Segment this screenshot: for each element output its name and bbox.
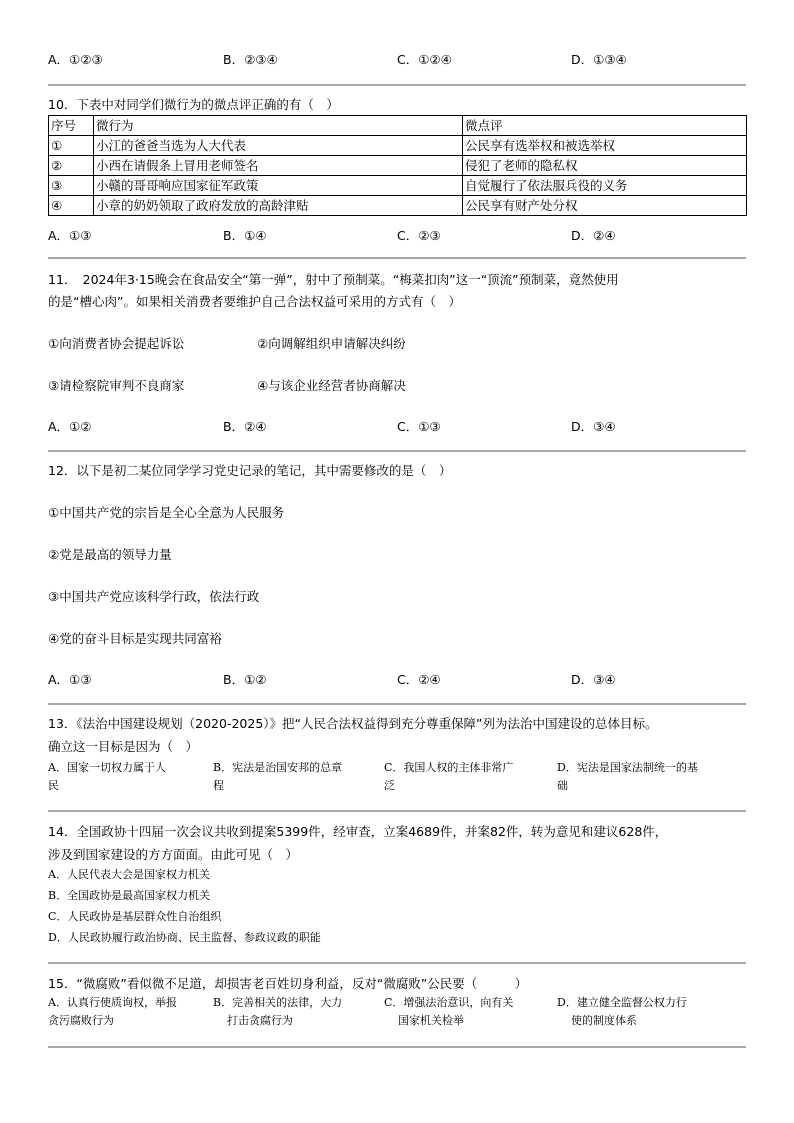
q13-option-d[interactable] <box>557 759 746 795</box>
table-cell: ① <box>49 136 94 156</box>
divider <box>48 962 746 964</box>
table-header-row <box>49 116 747 136</box>
table-cell: ④ <box>49 196 94 216</box>
q10-option-c[interactable]: C．②③ <box>397 228 441 243</box>
q12-item-2: ②党是最高的领导力量 <box>48 547 172 562</box>
q13-stem-line-1: 13．《法治中国建设规划（2020-2025）》把“人民合法权益得到充分尊重保障”列为法治中国建设的总体目标。 <box>48 716 658 731</box>
option-text-line: 程 <box>213 779 224 792</box>
divider <box>48 257 746 259</box>
option-text-line: 贪污腐败行为 <box>48 1014 114 1027</box>
q11-option-d[interactable]: D．③④ <box>571 419 616 434</box>
option-text-line: C．增强法治意识，向有关 <box>384 996 514 1009</box>
table-header-cell: 微点评 <box>463 116 747 136</box>
option-text-line: 使的制度体系 <box>571 1014 637 1027</box>
q10-option-d[interactable]: D．②④ <box>571 228 616 243</box>
q12-item-4: ④党的奋斗目标是实现共同富裕 <box>48 631 222 646</box>
q14-option-a[interactable]: A．人民代表大会是国家权力机关 <box>48 868 210 881</box>
q14-stem-line-1: 14．全国政协十四届一次会议共收到提案5399件，经审查，立案4689件，并案82件，转为意见和建议628件， <box>48 824 668 839</box>
option-text-line: 民 <box>48 779 59 792</box>
option-text-line: A．国家一切权力属于人 <box>48 761 166 774</box>
q15-option-a[interactable] <box>48 994 213 1030</box>
q10-option-b[interactable]: B．①④ <box>223 228 267 243</box>
table-cell: ③ <box>49 176 94 196</box>
q13-option-b[interactable] <box>213 759 383 795</box>
divider <box>48 810 746 812</box>
table-header-cell: 序号 <box>49 116 94 136</box>
q9-option-d[interactable]: D．①③④ <box>571 52 627 67</box>
q12-option-d[interactable]: D．③④ <box>571 672 616 687</box>
option-text-line: C．我国人权的主体非常广 <box>384 761 514 774</box>
table-cell: 小江的爸爸当选为人大代表 <box>94 136 463 156</box>
option-text-line: 打击贪腐行为 <box>227 1014 293 1027</box>
table-cell: 小西在请假条上冒用老师签名 <box>94 156 463 176</box>
q10-stem: 10．下表中对同学们微行为的微点评正确的有（ ） <box>48 97 339 112</box>
q15-option-c[interactable] <box>384 994 556 1030</box>
q9-option-a[interactable]: A．①②③ <box>48 52 103 67</box>
table-row <box>49 196 747 216</box>
q10-option-a[interactable]: A．①③ <box>48 228 92 243</box>
table-header-cell: 微行为 <box>94 116 463 136</box>
q11-option-b[interactable]: B．②④ <box>223 419 267 434</box>
q14-option-c[interactable]: C．人民政协是基层群众性自治组织 <box>48 910 222 923</box>
q11-options <box>48 417 746 435</box>
table-row <box>49 136 747 156</box>
q15-option-d[interactable] <box>557 994 746 1030</box>
q15-stem: 15．“微腐败”看似微不足道，却损害老百姓切身利益，反对“微腐败”公民要（ ） <box>48 976 528 991</box>
option-text-line: 础 <box>557 779 568 792</box>
q13-option-c[interactable] <box>384 759 556 795</box>
option-text-line: 国家机关检举 <box>398 1014 464 1027</box>
q14-option-b[interactable]: B．全国政协是最高国家权力机关 <box>48 889 211 902</box>
option-text-line: A．认真行使质询权，举报 <box>48 996 177 1009</box>
q13-option-a[interactable] <box>48 759 213 795</box>
divider <box>48 703 746 705</box>
q11-stem-line-1: 11． 2024年3·15晚会在食品安全“第一弹”，射中了预制菜。“梅菜扣肉”这一“顶流”预制菜，竟然使用 <box>48 272 619 287</box>
q12-item-3: ③中国共产党应该科学行政，依法行政 <box>48 589 260 604</box>
table-cell: 小赣的哥哥响应国家征军政策 <box>94 176 463 196</box>
q9-options <box>48 50 746 68</box>
divider <box>48 84 746 86</box>
q11-item-3: ③请检察院审判不良商家 <box>48 378 185 393</box>
q13-stem-line-2: 确立这一目标是因为（ ） <box>48 739 199 754</box>
q12-item-1: ①中国共产党的宗旨是全心全意为人民服务 <box>48 505 285 520</box>
q10-options <box>48 226 746 244</box>
option-text-line: B．完善相关的法律，大力 <box>213 996 343 1009</box>
q11-option-c[interactable]: C．①③ <box>397 419 441 434</box>
table-cell: 小章的奶奶领取了政府发放的高龄津贴 <box>94 196 463 216</box>
table-cell: 公民享有财产处分权 <box>463 196 747 216</box>
table-row <box>49 176 747 196</box>
q14-option-d[interactable]: D．人民政协履行政治协商、民主监督、参政议政的职能 <box>48 931 321 944</box>
q12-option-c[interactable]: C．②④ <box>397 672 441 687</box>
option-text-line: B．宪法是治国安邦的总章 <box>213 761 343 774</box>
option-text-line: D．宪法是国家法制统一的基 <box>557 761 698 774</box>
q12-option-b[interactable]: B．①② <box>223 672 267 687</box>
q11-item-2: ②向调解组织申请解决纠纷 <box>257 336 406 351</box>
q11-item-1: ①向消费者协会提起诉讼 <box>48 336 185 351</box>
table-cell: ② <box>49 156 94 176</box>
divider <box>48 450 746 452</box>
option-text-line: D．建立健全监督公权力行 <box>557 996 687 1009</box>
q9-option-b[interactable]: B．②③④ <box>223 52 278 67</box>
table-cell: 侵犯了老师的隐私权 <box>463 156 747 176</box>
q11-item-4: ④与该企业经营者协商解决 <box>257 378 406 393</box>
q12-stem: 12．以下是初二某位同学学习党史记录的笔记，其中需要修改的是（ ） <box>48 463 452 478</box>
q12-options <box>48 670 746 688</box>
q11-stem-line-2: 的是“槽心肉”。如果相关消费者要维护自己合法权益可采用的方式有（ ） <box>48 294 461 309</box>
table-cell: 公民享有选举权和被选举权 <box>463 136 747 156</box>
divider <box>48 1046 746 1048</box>
table-row <box>49 156 747 176</box>
q14-stem-line-2: 涉及到国家建设的方方面面。由此可见（ ） <box>48 847 299 862</box>
q12-option-a[interactable]: A．①③ <box>48 672 92 687</box>
q15-option-b[interactable] <box>213 994 398 1030</box>
table-cell: 自觉履行了依法服兵役的义务 <box>463 176 747 196</box>
q11-option-a[interactable]: A．①② <box>48 419 92 434</box>
q9-option-c[interactable]: C．①②④ <box>397 52 452 67</box>
q10-table <box>48 115 747 216</box>
option-text-line: 泛 <box>384 779 395 792</box>
